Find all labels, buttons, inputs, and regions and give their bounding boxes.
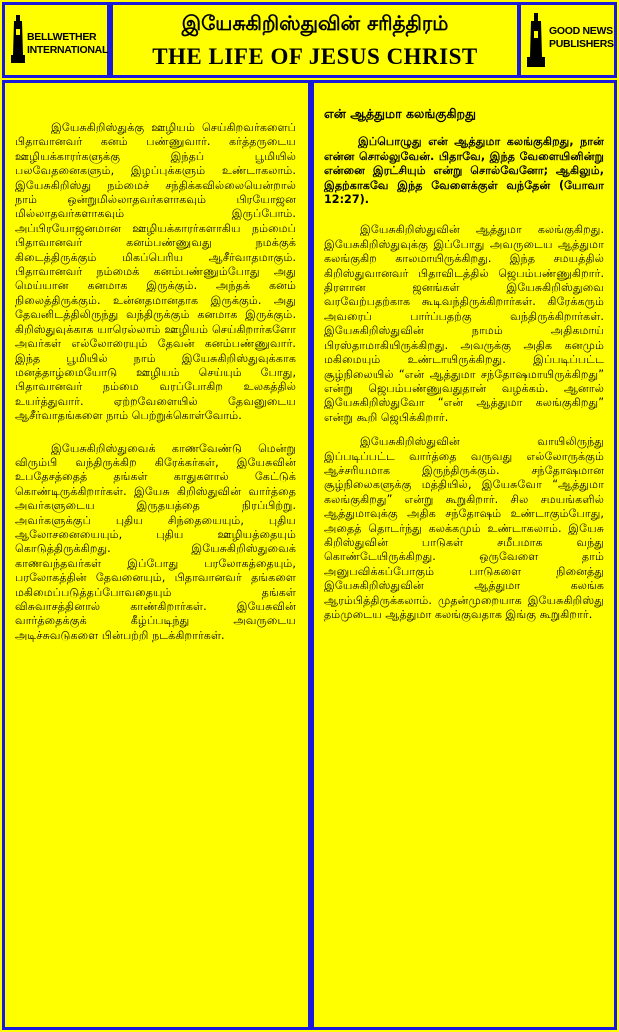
right-column xyxy=(311,80,617,1030)
right-paragraph-2: இயேசுகிறிஸ்துவின் வாயிலிருந்து இப்படிப்பட்ட வார்த்தை வருவது எல்லோருக்கும் ஆச்சரியமாக இருந்திருக்கும். சந்தோஷமான சூழ்நிலைகளுக்கு மத்தியில், இயேசுவோ “ஆத்துமா கலங்குகிறது” என்று கூறுகிறார். சில சமயங்களில் ஆத்துமாவுக்கு அதிக சந்தோஷம் உண்டாகும்போது, அதைத் தொடர்ந்து கலக்கமும் உண்டாகலாம். இயேசு கிறிஸ்துவின் பாடுகள் சமீபமாக வந்து கொண்டேயிருக்கிறது. ஒருவேளை தாம் அனுபவிக்கப்போகும் பாடுகளை நினைத்து இயேசுகிறிஸ்துவின் ஆத்துமா கலங்க ஆரம்பித்திருக்கலாம். முதன்முறையாக இயேசுகிறிஸ்து தம்முடைய ஆத்துமா கலங்குவதாக இங்கு கூறுகிறார். xyxy=(324,435,604,621)
good-news-publishers-logo xyxy=(518,2,617,78)
title-tamil: இயேசுகிறிஸ்துவின் சரித்திரம் xyxy=(181,11,449,35)
bell-tower-icon xyxy=(527,13,545,69)
section-heading: என் ஆத்துமா கலங்குகிறது xyxy=(324,106,476,121)
bellwether-logo xyxy=(2,2,110,78)
title-english: THE LIFE OF JESUS CHRIST xyxy=(152,44,478,69)
left-paragraph-2: இயேசுகிறிஸ்துவைக் காணவேண்டு மென்று விரும்பி வந்திருக்கிற கிரேக்கர்கள், இயேசுவின் உபதேசத்தைத் தங்கள் காதுகளால் கேட்டுக் கொண்டிருக்கிறார்கள். இயேசு கிறிஸ்துவின் வார்த்தை அவர்களுடைய இருதயத்தை நிரப்பிற்று. அவர்களுக்குப் புதிய சிந்தையையும், புதிய ஆலோசனையையும், புதிய ஊழியத்தையும் கொடுத்திருக்கிறது. இயேசுகிறிஸ்துவைக் காணவந்தவர்கள் இப்போது பரலோகத்தையும், பரலோகத்தின் தேவனையும், பிதாவானவர் தங்களை மகிமைப்படுத்தப்போவதையும் தங்கள் விசுவாசத்தினால் காண்கிறார்கள். இயேசுவின் வார்த்தைக்குக் கீழ்ப்படிந்து அவருடைய அடிச்சுவடுகளை பின்பற்றி நடக்கிறார்கள். xyxy=(15,441,296,642)
logo-left-line1: BELLWETHER xyxy=(27,31,97,43)
bellwether-logo-text xyxy=(27,31,108,57)
good-news-logo-text xyxy=(549,25,614,51)
left-paragraph-1: இயேசுகிறிஸ்துக்கு ஊழியம் செய்கிறவர்களைப் பிதாவானவர் கனம் பண்ணுவார். கர்த்தருடைய ஊழியக்காரர்களுக்கு இந்தப் பூமியில் பலவேதனைகளும், இழப்புக்களும் உண்டாகலாம். இயேசுகிறிஸ்து நம்மைச் சந்திக்கவில்லையென்றால் நாம் ஒன்றுமில்லாதவர்களாகவும் பிரயோஜன மில்லாதவர்களாகவும் இருப்போம். அப்பிரயோஜனமான ஊழியக்காரர்களாகிய நம்மைப் பிதாவானவர் கனம்பண்ணுவது நமக்குக் கிடைத்திருக்கும் மிகப்பெரிய ஆசீர்வாதமாகும். பிதாவானவர் நம்மைக் கனம்பண்ணும்போது அது மெய்யான கனமாக இருக்கும். அந்தக் கனம் நிலைத்திருக்கும். உன்னதமானதாக இருக்கும். அது தேவனிடத்திலிருந்து வந்திருக்கும் கனமாக இருக்கும். கிறிஸ்துவுக்காக யாரெல்லாம் ஊழியம் செய்கிறார்களோ அவர்கள் எல்லோரையும் தேவன் கனம்பண்ணுவார். இந்த பூமியில் நாம் இயேசுகிறிஸ்துவுக்காக மனத்தாழ்மையோடு ஊழியம் செய்யும் போது, பிதாவானவர் நம்மை வரப்போகிற உலகத்தில் உயர்த்துவார். ஏற்றவேளையில் தேவனுடைய ஆசீர்வாதங்களை நாம் பெற்றுக்கொள்வோம். xyxy=(15,121,296,423)
logo-right-line1: GOOD NEWS xyxy=(549,25,613,37)
right-paragraph-1: இயேசுகிறிஸ்துவின் ஆத்துமா கலங்குகிறது. இயேசுகிறிஸ்துவுக்கு இப்போது அவருடைய ஆத்துமா கலங்குகிற காலமாயிருக்கிறது. இந்த சமயத்தில் கிறிஸ்துவானவர் பிதாவிடத்தில் ஜெபம்பண்ணுகிறார். திரளான ஜனங்கள் இயேசுகிறிஸ்துவை வரவேற்பதற்காக கூடிவந்திருக்கிறார்கள். கிரேக்கரும் அவரைப் பார்ப்பதற்கு வந்திருக்கிறார்கள். இயேசுகிறிஸ்துவின் நாமம் அதிகமாய் பிரஸ்தாமாகியிருக்கிறது. அவருக்கு அதிக கனமும் மகிமையும் உண்டாயிருக்கிறது. இப்படிப்பட்ட சூழ்நிலையில் “என் ஆத்துமா சந்தோஷமாயிருக்கிறது” என்று ஜெபம்பண்ணுவதுதான் வழக்கம். ஆனால் இயேசுகிறிஸ்துவோ “என் ஆத்துமா கலங்குகிறது” என்று கூறி ஜெபிக்கிறார். xyxy=(324,223,604,424)
left-column-text xyxy=(15,121,296,643)
logo-right-line2: PUBLISHERS xyxy=(549,38,614,50)
bell-tower-icon xyxy=(11,15,25,65)
left-column xyxy=(2,80,311,1030)
scripture-quote: இப்பொழுது என் ஆத்துமா கலங்குகிறது, நான் என்ன சொல்லுவேன். பிதாவே, இந்த வேளையினின்று என்னை இரட்சியும் என்று சொல்வேனோ; ஆகிலும், இதற்காகவே இந்த வேளைக்குள் வந்தேன் (யோவா 12:27). xyxy=(324,135,604,207)
right-column-text xyxy=(324,107,604,622)
page-header xyxy=(110,2,520,78)
logo-left-line2: INTERNATIONAL xyxy=(27,44,109,56)
